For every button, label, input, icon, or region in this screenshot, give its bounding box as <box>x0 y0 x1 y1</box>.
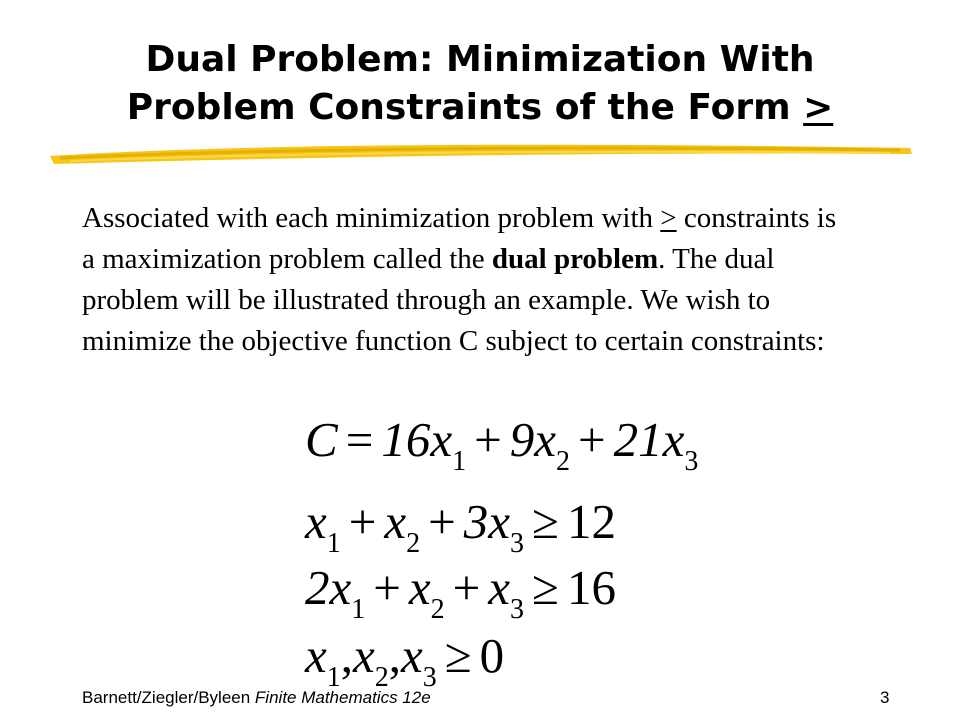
footer-book-title: Finite Mathematics 12e <box>254 688 431 707</box>
eq4-term-3: x <box>401 628 423 683</box>
title-line-1: Dual Problem: Minimization With <box>145 39 815 80</box>
eq2-term-3: 3x <box>463 494 511 549</box>
yellow-brush-stroke <box>40 138 920 170</box>
nonnegativity-constraint <box>305 626 505 693</box>
para-text-1: Associated with each minimization problem with <box>82 202 661 234</box>
eq2-plus-2: + <box>428 494 456 549</box>
eq3-sub-2: 2 <box>430 594 445 625</box>
eq3-rhs: 16 <box>566 560 616 615</box>
eq3-sub-1: 1 <box>351 594 366 625</box>
para-text-2: constraints is a maximization problem called the <box>82 202 837 275</box>
eq3-term-1: 2x <box>305 560 352 615</box>
eq2-sub-3: 3 <box>510 528 525 559</box>
eq3-term-2: x <box>408 560 431 615</box>
eq3-term-3: x <box>488 560 511 615</box>
page-number: 3 <box>880 688 890 707</box>
eq3-plus-1: + <box>373 560 401 615</box>
constraint-2 <box>305 558 616 625</box>
title-ge-symbol: > <box>803 87 834 128</box>
eq2-rhs: 12 <box>566 494 616 549</box>
title-line-2-text: Problem Constraints of the Form <box>126 87 804 128</box>
eq4-term-1: x <box>305 628 327 683</box>
eq1-term-3: 21x <box>613 412 685 467</box>
eq2-plus-1: + <box>348 494 377 549</box>
constraint-1 <box>305 492 616 559</box>
eq4-sub-1: 1 <box>326 662 341 693</box>
para-bold-dual-problem: dual problem <box>491 243 659 275</box>
eq2-relation: ≥ <box>532 494 559 549</box>
eq1-plus-1: + <box>474 412 502 467</box>
eq1-sub-3: 3 <box>684 446 699 477</box>
eq4-rhs: 0 <box>479 628 505 683</box>
eq4-comma-2: , <box>388 628 401 683</box>
eq1-equals: = <box>345 412 374 467</box>
intro-paragraph <box>82 198 842 362</box>
eq1-plus-2: + <box>577 412 606 467</box>
para-ge-symbol: > <box>660 202 677 234</box>
para-text-3: . The dual problem will be illustrated through an example. We wish to minimize the objective function C subject to certain constraints: <box>82 243 825 357</box>
eq1-sub-2: 2 <box>555 446 570 477</box>
objective-function <box>305 410 699 477</box>
eq1-lhs: C <box>305 412 338 467</box>
footer-citation <box>82 688 431 708</box>
eq4-sub-2: 2 <box>374 662 389 693</box>
eq2-sub-2: 2 <box>406 528 421 559</box>
eq2-term-2: x <box>384 494 407 549</box>
eq3-plus-2: + <box>452 560 481 615</box>
eq2-sub-1: 1 <box>326 528 341 559</box>
slide-title <box>40 36 920 132</box>
eq4-comma-1: , <box>340 628 353 683</box>
eq4-relation: ≥ <box>444 628 472 683</box>
eq1-term-2: 9x <box>509 412 556 467</box>
eq4-sub-3: 3 <box>422 662 437 693</box>
footer-authors: Barnett/Ziegler/Byleen <box>82 688 255 707</box>
eq3-sub-3: 3 <box>510 594 525 625</box>
title-line-2 <box>40 84 920 132</box>
eq2-term-1: x <box>305 494 327 549</box>
eq3-relation: ≥ <box>532 560 559 615</box>
eq1-term-1: 16x <box>381 412 453 467</box>
eq4-term-2: x <box>353 628 375 683</box>
eq1-sub-1: 1 <box>452 446 467 477</box>
